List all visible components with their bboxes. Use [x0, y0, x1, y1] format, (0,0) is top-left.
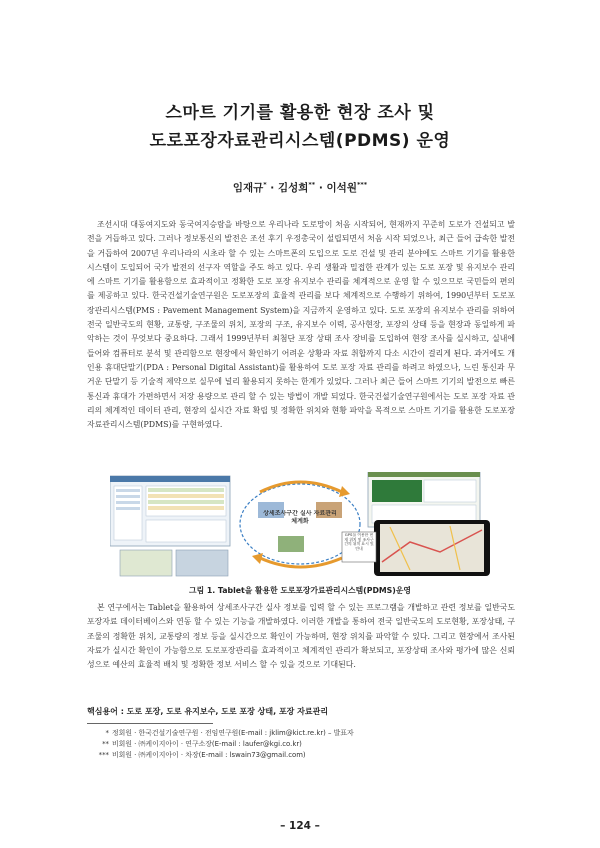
author-name: 임재규 — [232, 182, 264, 194]
body-paragraph-2 — [87, 601, 515, 672]
figure-caption: 그림 1. Tablet을 활용한 도로포장가료관리시스템(PDMS)운영 — [189, 586, 411, 595]
footnote-item — [87, 739, 517, 750]
screenshot-left — [110, 476, 230, 546]
paper-title-line2: 도로포장자료관리시스템(PDMS) 운영 — [149, 131, 451, 151]
footnote-text: 비회원 · ㈜케이지아이 · 차장(E-mail : lswain73@gmail.com) — [112, 751, 306, 759]
author-mark: * — [263, 180, 267, 189]
page-number: – 124 – — [280, 820, 320, 832]
figure-gps-label: GPS를 이용한 현재 위치 및 조사구간의 위치 표시 및 안내 — [344, 533, 374, 551]
author-separator: · — [266, 182, 278, 194]
keywords: 핵심용어 : 도로 포장, 도로 유지보수, 도로 포장 상태, 포장 자료관리 — [87, 707, 329, 716]
footnote-mark: *** — [98, 751, 109, 759]
footnote-text: 비회원 · ㈜케이지아이 · 연구소장(E-mail : laufer@kgi.co.kr) — [112, 740, 302, 748]
paper-title-line1: 스마트 기기를 활용한 현장 조사 및 — [165, 103, 435, 123]
author-list — [0, 180, 600, 195]
footnote-mark: * — [105, 729, 109, 737]
screenshot-right-top — [368, 472, 480, 527]
footnote-mark: ** — [102, 740, 109, 748]
author-name: 김성희 — [277, 182, 309, 194]
author-name: 이석원 — [326, 182, 357, 194]
footnotes — [87, 728, 517, 761]
body-paragraph-1 — [87, 218, 515, 432]
footnote-item — [87, 750, 517, 761]
body-paragraph-2-text: 본 연구에서는 Tablet을 활용하여 상세조사구간 실사 정보를 입력 할 수 있는 프로그램을 개발하고 관련 정보를 일반국도 포장자료 데이터베이스와 연동 할 수 있는 기능을 개발하였다. 이러한 개발을 통하여 전국 일반국도의 도로현황, 포장상태, 구조물의 정확한 위치, 교통량의 정보 등을 실시간으로 확인이 가능하며, 현장 위치를 파악할 수 있다. 그리고 현장에서 조사된 자료가 실시간 확인이 가능함으로 도로포장관리를 효과적이고 체계적인 관리가 확보되고, 포장상태 조사와 평가에 많은 신뢰성으로 예산의 효율적 배치 및 정확한 정보 서비스 할 수 있을 것으로 기대된다. — [87, 603, 515, 670]
figure-center-label: 상세조사구간 실사 자료관리 체계화 — [263, 510, 337, 525]
body-paragraph-1-text: 조선시대 대동여지도와 동국여지승람을 바탕으로 우리나라 도로망이 처음 시작되어, 현재까지 꾸준히 도로가 건설되고 발전을 거듭하고 있다. 그러나 정보통신의 발전은 조선 후기 우정총국이 설립되면서 처음 시작 되었으나, 최근 들어 급속한 발전을 거듭하여 2007년 우리나라의 시초라 할 수 있는 스마트폰의 도입으로 도로 건설 및 관리 분야에도 스마트 기기를 활용한 시스템이 도입되어 국가 발전의 선구자 역할을 주도 하고 있다. 우리 생활과 밀접한 관계가 있는 도로 포장 및 유지보수 관리에 스마트 기기를 활용함으로 효과적이고 정확한 도로 포장 유지보수 관리를 체계적으로 운영 할 수 있으므로 국민들의 편의를 제공하고 있다. 한국건설기술연구원은 도로포장의 효율적 관리를 보다 체계적으로 수행하기 위하여, 1990년부터 도로포장관리시스템(PMS : Pavement Management System)을 지금까지 운영하고 있다. 도로 포장의 유지보수 관리를 위하여 전국 일반국도의 현황, 교통량, 구조물의 위치, 포장의 구조, 유지보수 이력, 공사현장, 포장의 상태 등을 현장과 동일하게 파악하는 것이 무엇보다 중요하다. 그래서 1999년부터 최첨단 포장 상태 조사 장비를 도입하여 현장 조사를 실시하고, 실내에 들어와 컴퓨터로 분석 및 관리함으로 현장에서 확인하기 어려운 상황과 자료 취합까지 다소 시간이 걸리게 된다. 과거에도 개인용 휴대단말기(PDA : Personal Digital Assistant)를 활용하여 도로 포장 자료 관리를 하려고 하였으나, 느린 통신과 무거운 단말기 등 기술적 제약으로 실무에 널리 활용되지 못하는 한계가 있었다. 그러나 최근 들어 스마트 기기의 발전으로 빠른 통신과 휴대가 가편하면서 저장 용량으로 관리 할 수 있는 방법이 개발 되었다. 한국건설기술연구원에서는 도로 포장 자료 관리의 체계적인 데이터 관리, 현장의 실시간 자료 확립 및 정확한 위치와 현황 파악을 목적으로 스마트 기기를 활용한 도로포장자료관리시스템(PDMS)를 구현하였다. — [87, 220, 515, 430]
figure-pdms — [110, 472, 490, 577]
arrow-top — [260, 482, 342, 492]
author-mark: *** — [356, 180, 368, 189]
footnote-item — [87, 728, 517, 739]
footnote-divider — [87, 723, 213, 724]
footnote-text: 정회원 · 한국건설기술연구원 · 전임연구원(E-mail : jklim@kict.re.kr) – 발표자 — [112, 729, 354, 737]
author-mark: ** — [308, 180, 316, 189]
author-separator: · — [315, 182, 327, 194]
screenshot-bottom-left — [120, 550, 228, 576]
